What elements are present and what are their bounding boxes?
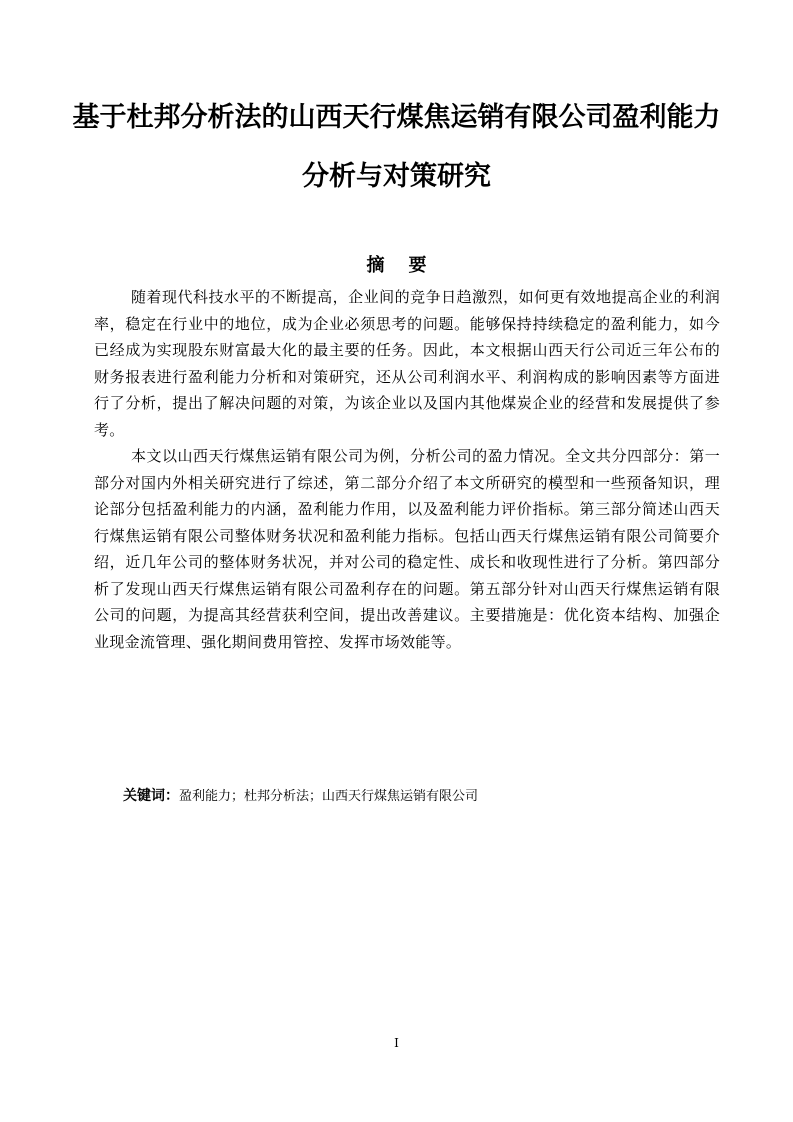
keywords-label: 关键词： bbox=[123, 788, 179, 804]
abstract-paragraph-2: 本文以山西天行煤焦运销有限公司为例，分析公司的盈力情况。全文共分四部分：第一部分对国内外相关研究进行了综述，第二部分介绍了本文所研究的模型和一些预备知识，理论部分包括盈利能力的内涵，盈利能力作用，以及盈利能力评价指标。第三部分简述山西天行煤焦运销有限公司整体财务状况和盈利能力指标。包括山西天行煤焦运销有限公司简要介绍，近几年公司的整体财务状况，并对公司的稳定性、成长和收现性进行了分析。第四部分析了发现山西天行煤焦运销有限公司盈利存在的问题。第五部分针对山西天行煤焦运销有限公司的问题，为提高其经营获利空间，提出改善建议。主要措施是：优化资本结构、加强企业现金流管理、强化期间费用管控、发挥市场效能等。 bbox=[94, 447, 720, 651]
page-number: I bbox=[394, 1036, 399, 1050]
keywords-text: 盈利能力；杜邦分析法；山西天行煤焦运销有限公司 bbox=[179, 789, 479, 804]
paper-title: 基于杜邦分析法的山西天行煤焦运销有限公司盈利能力分析与对策研究 bbox=[72, 102, 721, 192]
abstract-body bbox=[94, 284, 720, 655]
abstract-paragraph-1: 随着现代科技水平的不断提高，企业间的竞争日趋激烈，如何更有效地提高企业的利润率，稳定在行业中的地位，成为企业必须思考的问题。能够保持持续稳定的盈利能力，如今已经成为实现股东财富最大化的最主要的任务。因此，本文根据山西天行公司近三年公布的财务报表进行盈利能力分析和对策研究，还从公司利润水平、利润构成的影响因素等方面进行了分析，提出了解决问题的对策，为该企业以及国内其他煤炭企业的经营和发展提供了参考。 bbox=[94, 288, 720, 439]
abstract-heading: 摘要 bbox=[366, 255, 451, 276]
keywords-line bbox=[123, 786, 478, 807]
